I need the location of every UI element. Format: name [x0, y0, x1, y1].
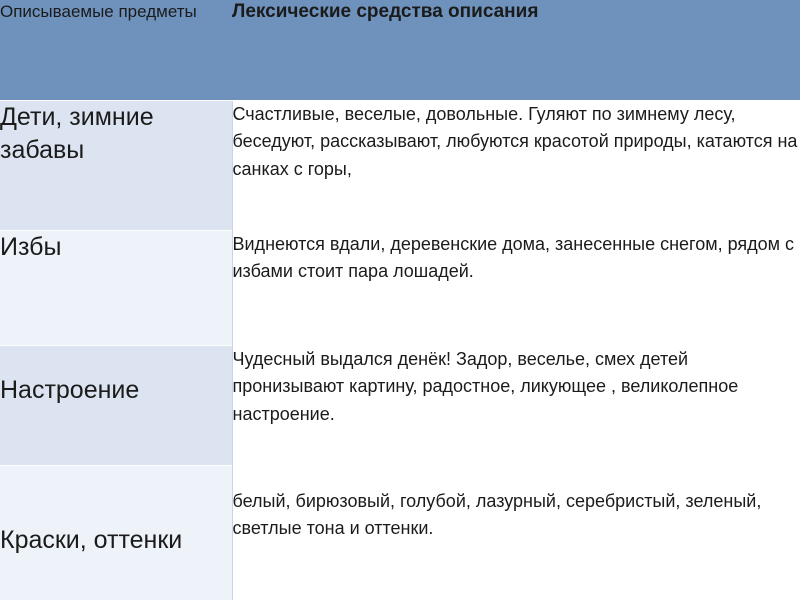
description-cell	[232, 465, 800, 600]
topic-cell	[0, 230, 232, 345]
description-cell	[232, 230, 800, 345]
topic-cell	[0, 345, 232, 465]
topic-cell	[0, 100, 232, 230]
description-cell	[232, 100, 800, 230]
header-lexical-label: Лексические средства описания	[232, 1, 539, 22]
table-row	[0, 345, 800, 465]
description-text: Счастливые, веселые, довольные. Гуляют по зимнему лесу, беседуют, рассказывают, любуются красотой природы, катаются на санках с горы,	[232, 103, 798, 180]
table-row	[0, 230, 800, 345]
header-cell-objects	[0, 0, 232, 100]
header-cell-lexical	[232, 0, 800, 100]
description-text: Чудесный выдался денёк! Задор, веселье, смех детей пронизывают картину, радостное, ликующее , великолепное настроение.	[232, 348, 739, 425]
topic-label: Избы	[0, 232, 62, 261]
table-row	[0, 100, 800, 230]
description-text: белый, бирюзовый, голубой, лазурный, серебристый, зеленый, светлые тона и оттенки.	[232, 490, 762, 539]
table-header-row	[0, 0, 800, 100]
topic-label: Настроение	[0, 375, 140, 404]
topic-label: Краски, оттенки	[0, 525, 183, 554]
table-row	[0, 465, 800, 600]
topic-cell	[0, 465, 232, 600]
header-objects-label: Описываемые предметы	[0, 2, 197, 21]
description-text: Виднеются вдали, деревенские дома, занесенные снегом, рядом с избами стоит пара лошадей.	[232, 233, 795, 282]
topic-label: Дети, зимние забавы	[0, 102, 154, 165]
description-cell	[232, 345, 800, 465]
